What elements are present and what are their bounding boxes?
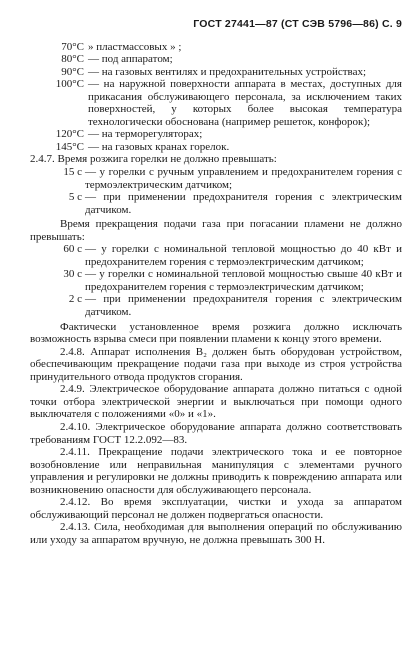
- time-text: — при применении предохранителя горения с электрическим датчиком.: [85, 293, 402, 319]
- temperature-text: — на терморегуляторах;: [88, 128, 203, 141]
- temperature-item: [50, 66, 402, 79]
- paragraph-2-4-12: 2.4.12. Во время эксплуатации, чистки и ухода за аппаратом обслуживающий персонал не должен подвергаться опасности.: [30, 496, 402, 521]
- ignition-time-item: [42, 166, 402, 191]
- paragraph-2-4-7: 2.4.7. Время розжига горелки не должно превышать:: [30, 153, 277, 166]
- ignition-time-item: [42, 191, 402, 216]
- temperature-value: 80°С: [61, 53, 84, 66]
- time-text: — у горелки с ручным управлением и предохранителем горения с термоэлектрическим датчиком;: [85, 166, 402, 191]
- temperature-item: [50, 141, 402, 154]
- temperature-value: 145°С: [55, 140, 84, 153]
- temperature-item: [50, 128, 402, 141]
- paragraph-2-4-8: 2.4.8. Аппарат исполнения В₂ должен быть оборудован устройством, обеспечивающим прекращение подачи газа при выходе из строя устройства принудительного отвода продуктов сгорания.: [30, 345, 402, 383]
- cutoff-time-list: [42, 243, 402, 318]
- time-value: 60 с: [63, 243, 82, 256]
- time-text: — при применении предохранителя горения с электрическим датчиком.: [85, 191, 402, 216]
- temperature-text: — под аппаратом;: [88, 53, 173, 66]
- temperature-list: [50, 41, 402, 154]
- ignition-time-list: [42, 166, 402, 216]
- temperature-text: » пластмассовых » ;: [88, 40, 182, 53]
- time-text: — у горелки с номинальной тепловой мощностью до 40 кВт и предохранителем горения с термоэлектрическим датчиком;: [85, 243, 402, 268]
- temperature-item: [50, 41, 402, 54]
- temperature-value: 90°С: [61, 65, 84, 78]
- cutoff-time-item: [42, 293, 402, 318]
- paragraph-2-4-10: 2.4.10. Электрическое оборудование аппарата должно соответствовать требованиям ГОСТ 12.2.092—83.: [30, 420, 402, 446]
- temperature-item: [50, 53, 402, 66]
- temperature-text: — на газовых вентилях и предохранительных устройствах;: [88, 65, 367, 78]
- temperature-value: 120°С: [55, 128, 84, 141]
- temperature-value: 100°С: [55, 78, 84, 91]
- paragraph-2-4-9: 2.4.9. Электрическое оборудование аппарата должно питаться с одной точки отбора электрической энергии и выключаться при помощи одного выключателя с положениями «0» и «1».: [30, 383, 402, 421]
- paragraph-2-4-13: 2.4.13. Сила, необходимая для выполнения операций по обслуживанию или уходу за аппаратом вручную, не должна превышать 300 Н.: [30, 521, 402, 546]
- paragraph-2-4-11: 2.4.11. Прекращение подачи электрического тока и ее повторное возобновление или неправильная манипуляция с элементами ручного управления и регулировки не должны приводить к повреждению аппарата или возникновению опасности для обслуживающего персонала.: [30, 446, 402, 496]
- time-text: — у горелки с номинальной тепловой мощностью свыше 40 кВт и предохранителем горения с термоэлектрическим датчиком;: [85, 268, 402, 293]
- cutoff-time-item: [42, 268, 402, 293]
- cutoff-time-item: [42, 243, 402, 268]
- paragraph-actual-time: Фактически установленное время розжига должно исключать возможность взрыва смеси при появлении пламени к концу этого времени.: [30, 320, 402, 346]
- temperature-text: — на наружной поверхности аппарата в местах, доступных для прикасания обслуживающего персонала, за исключением таких поверхностей, у которых более высокая температура технологически обоснована (например решеток, конфорок);: [88, 78, 402, 128]
- cutoff-intro: Время прекращения подачи газа при погасании пламени не должно превышать:: [30, 218, 402, 243]
- time-value: 2 с: [68, 293, 82, 306]
- time-value: 15 с: [63, 166, 82, 179]
- time-value: 30 с: [63, 268, 82, 281]
- page-header: ГОСТ 27441—87 (СТ СЭВ 5796—86) С. 9: [193, 18, 402, 30]
- temperature-text: — на газовых кранах горелок.: [88, 140, 230, 153]
- temperature-item: [50, 78, 402, 128]
- temperature-value: 70°С: [61, 40, 84, 53]
- time-value: 5 с: [68, 191, 82, 204]
